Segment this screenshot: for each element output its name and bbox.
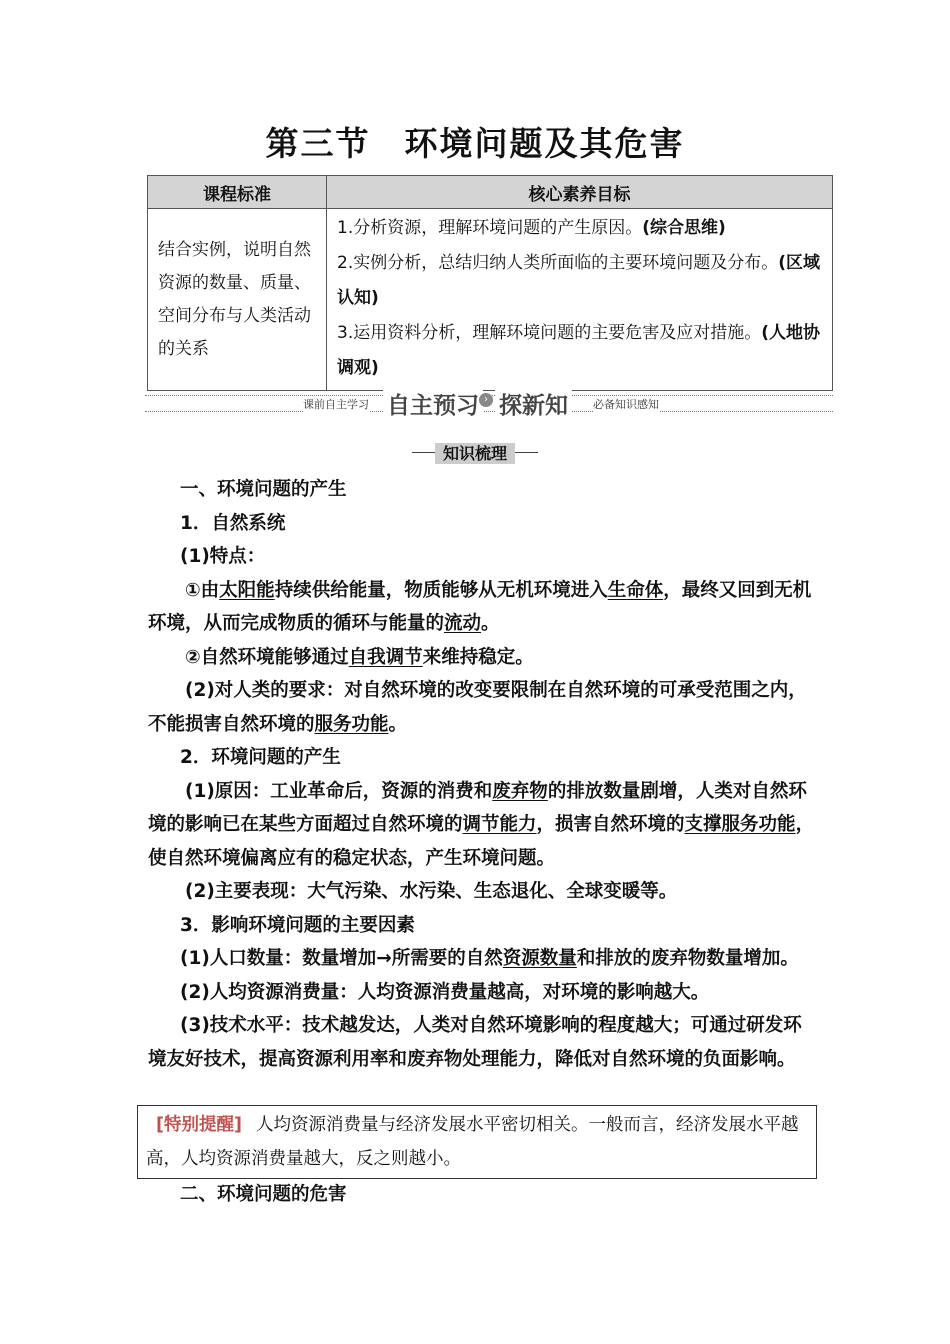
title-topic: 环境问题及其危害 xyxy=(404,124,685,163)
title-section-number: 第三节 xyxy=(265,124,371,163)
section-banner xyxy=(145,387,833,417)
goals-cell xyxy=(327,209,833,391)
paragraph: (3)技术水平：技术越发达，人类对自然环境影响的程度越大；可通过研发环境友好技术，提高资源利用率和废弃物处理能力，降低对自然环境的负面影响。 xyxy=(148,1015,802,1070)
paragraph: ①由太阳能持续供给能量，物质能够从无机环境进入生命体，最终又回到无机环境，从而完成物质的循环与能量的流动。 xyxy=(148,579,812,634)
content-body xyxy=(148,473,820,1076)
section-heading-2: 二、环境问题的危害 xyxy=(180,1184,347,1205)
reminder-text: 人均资源消费量与经济发展水平密切相关。一般而言，经济发展水平越高，人均资源消费量越大，反之则越小。 xyxy=(146,1115,799,1169)
paragraph: (1)原因：工业革命后，资源的消费和废弃物的排放数量剧增，人类对自然环境的影响已在某些方面超过自然环境的调节能力，损害自然环境的支撑服务功能，使自然环境偏离应有的稳定状态，产生环境问题。 xyxy=(148,780,815,869)
reminder-label: [特别提醒] xyxy=(156,1115,242,1135)
header-core-literacy-goals: 核心素养目标 xyxy=(327,176,833,209)
subsection-heading: 1．自然系统 xyxy=(180,512,286,534)
goal-item: 1.分析资源，理解环境问题的产生原因。(综合思维) xyxy=(337,218,726,238)
arrow-icon: › xyxy=(479,393,493,407)
banner-title-a: 自主预习 xyxy=(383,387,483,420)
curriculum-table xyxy=(147,175,833,391)
paragraph: (2)对人类的要求：对自然环境的改变要限制在自然环境的可承受范围之内，不能损害自然环境的服务功能。 xyxy=(148,680,807,735)
subsection-heading: 3．影响环境问题的主要因素 xyxy=(180,914,415,936)
knowledge-tag: 知识梳理 xyxy=(412,441,538,463)
banner-right-caption: 必备知识感知 xyxy=(593,398,659,411)
page-title xyxy=(0,118,950,165)
goal-item: 3.运用资料分析，理解环境问题的主要危害及应对措施。(人地协调观) xyxy=(337,323,820,378)
section-heading: 一、环境问题的产生 xyxy=(180,479,347,500)
paragraph: (2)主要表现：大气污染、水污染、生态退化、全球变暖等。 xyxy=(185,881,678,902)
paragraph: ②自然环境能够通过自我调节来维持稳定。 xyxy=(185,646,534,668)
paragraph: (1)人口数量：数量增加→所需要的自然资源数量和排放的废弃物数量增加。 xyxy=(180,948,799,969)
curriculum-standard-cell: 结合实例，说明自然资源的数量、质量、空间分布与人类活动的关系 xyxy=(148,209,327,391)
header-curriculum-standard: 课程标准 xyxy=(148,176,327,209)
subsection-heading: 2．环境问题的产生 xyxy=(180,747,341,768)
paragraph-label: (1)特点： xyxy=(180,546,266,567)
banner-left-caption: 课前自主学习 xyxy=(303,398,369,411)
banner-title-b: 探新知 xyxy=(495,387,572,420)
paragraph: (2)人均资源消费量：人均资源消费量越高，对环境的影响越大。 xyxy=(180,981,710,1003)
special-reminder-box xyxy=(137,1105,817,1179)
goal-item: 2.实例分析，总结归纳人类所面临的主要环境问题及分布。(区域认知) xyxy=(337,253,820,308)
